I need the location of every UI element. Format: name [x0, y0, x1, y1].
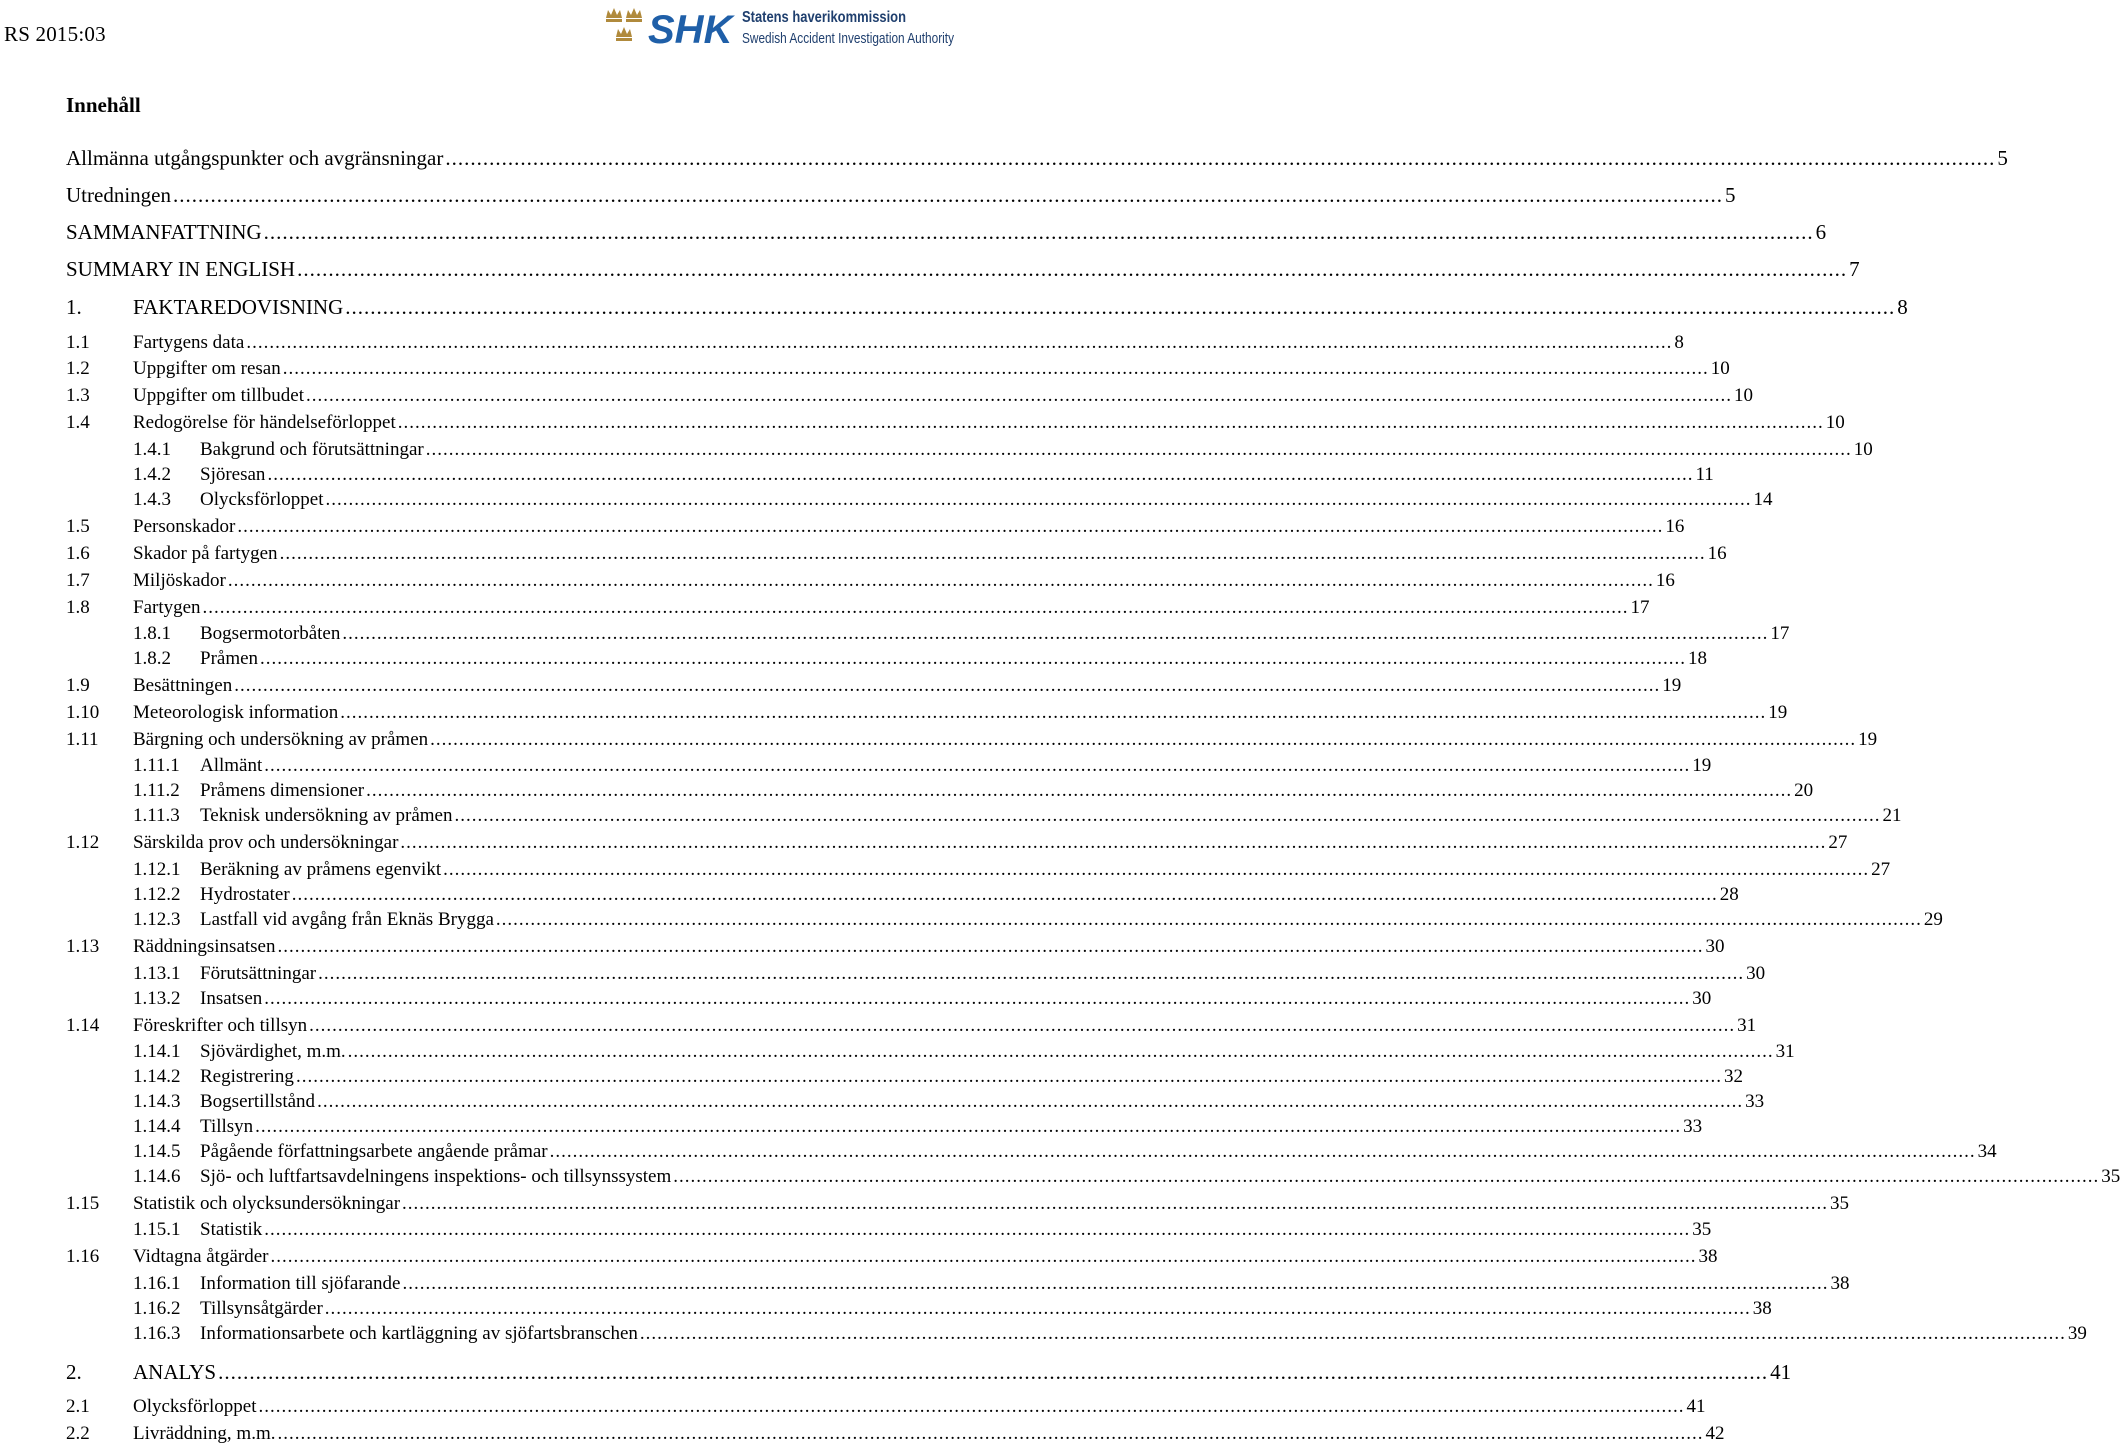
- toc-entry-number: 1.14.6: [133, 1166, 181, 1187]
- toc-entry-title: Bakgrund och förutsättningar: [200, 439, 424, 460]
- toc-entry-page: 29: [1923, 909, 1943, 930]
- toc-entry-number: 1.13: [66, 936, 100, 957]
- toc-entry-title: Redogörelse för händelseförloppet: [133, 412, 396, 433]
- toc-entry-title: Tillsyn: [200, 1116, 254, 1137]
- toc-entry-page: 33: [1683, 1116, 1703, 1137]
- toc-entry-page: 30: [1705, 936, 1725, 957]
- toc-entry-page: 38: [1698, 1246, 1718, 1267]
- toc-entry-title: FAKTAREDOVISNING: [133, 295, 344, 319]
- toc-entry[interactable]: [66, 183, 1736, 208]
- toc-entry-title: Tillsynsåtgärder: [200, 1298, 323, 1319]
- toc-entry[interactable]: [66, 543, 1727, 565]
- toc-dot-leader: [258, 1396, 1684, 1418]
- toc-dot-leader: [342, 623, 1768, 645]
- toc-entry[interactable]: [66, 702, 1788, 724]
- toc-entry-page: 31: [1775, 1041, 1795, 1062]
- logo-line1: Statens haverikommission: [742, 9, 906, 26]
- toc-entry-page: 31: [1737, 1015, 1757, 1036]
- toc-entry-title: Miljöskador: [133, 570, 226, 591]
- toc-entry[interactable]: [133, 464, 1714, 486]
- report-id: RS 2015:03: [4, 22, 106, 46]
- toc-dot-leader: [400, 832, 1826, 854]
- toc-dot-leader: [203, 597, 1629, 619]
- toc-entry[interactable]: [133, 1041, 1795, 1063]
- toc-dot-leader: [340, 702, 1766, 724]
- toc-entry-title: Besättningen: [133, 675, 233, 696]
- toc-entry-page: 10: [1733, 385, 1753, 406]
- toc-entry[interactable]: [133, 648, 1708, 670]
- toc-entry-title: Registrering: [200, 1066, 294, 1087]
- toc-entry-number: 1.6: [66, 543, 90, 564]
- toc-entry-page: 35: [1830, 1193, 1850, 1214]
- toc-dot-leader: [218, 1360, 1768, 1385]
- toc-dot-leader: [260, 648, 1686, 670]
- toc-entry-page: 19: [1768, 702, 1788, 723]
- toc-entry[interactable]: [66, 385, 1753, 407]
- toc-entry-page: 38: [1752, 1298, 1772, 1319]
- toc-entry-number: 1.14.4: [133, 1116, 181, 1137]
- toc-entry[interactable]: [66, 936, 1725, 958]
- toc-dot-leader: [454, 805, 1880, 827]
- toc-dot-leader: [325, 489, 1751, 511]
- toc-entry-page: 6: [1815, 220, 1827, 244]
- toc-dot-leader: [264, 755, 1690, 777]
- toc-dot-leader: [345, 295, 1895, 320]
- three-crowns-icon: [606, 8, 642, 41]
- toc-entry-page: 14: [1753, 489, 1773, 510]
- toc-entry-page: 18: [1688, 648, 1708, 669]
- toc-entry[interactable]: [66, 832, 1848, 854]
- toc-entry[interactable]: [133, 1219, 1712, 1241]
- toc-dot-leader: [267, 464, 1693, 486]
- toc-entry-number: 1.12.3: [133, 909, 181, 930]
- toc-dot-leader: [306, 385, 1732, 407]
- toc-entry-number: 2.2: [66, 1423, 90, 1444]
- toc-entry[interactable]: [133, 884, 1739, 906]
- toc-dot-leader: [280, 543, 1706, 565]
- toc-dot-leader: [246, 332, 1672, 354]
- toc-dot-leader: [237, 516, 1663, 538]
- toc-entry-number: 1.4.3: [133, 489, 171, 510]
- toc-entry-number: 1.7: [66, 570, 90, 591]
- toc-entry[interactable]: [66, 220, 1827, 245]
- toc-entry[interactable]: [66, 295, 1908, 320]
- toc-entry-page: 10: [1710, 358, 1730, 379]
- toc-dot-leader: [292, 884, 1718, 906]
- toc-entry-number: 1.10: [66, 702, 100, 723]
- toc-entry-number: 1.11.3: [133, 805, 180, 826]
- shk-logo: [604, 5, 956, 52]
- toc-entry[interactable]: [66, 570, 1675, 592]
- toc-entry-number: 1.14.1: [133, 1041, 181, 1062]
- toc-entry-number: 1.12: [66, 832, 100, 853]
- toc-dot-leader: [426, 439, 1852, 461]
- toc-dot-leader: [325, 1298, 1751, 1320]
- toc-entry-page: 41: [1770, 1360, 1792, 1384]
- toc-entry-title: Särskilda prov och undersökningar: [133, 832, 399, 853]
- toc-entry-page: 38: [1830, 1273, 1850, 1294]
- toc-entry[interactable]: [66, 1015, 1757, 1037]
- toc-entry-number: 1.14.5: [133, 1141, 181, 1162]
- toc-entry-page: 8: [1897, 295, 1908, 319]
- toc-entry-number: 1.13.1: [133, 963, 181, 984]
- toc-entry[interactable]: [66, 1396, 1706, 1418]
- toc-entry-number: 2.: [66, 1360, 82, 1384]
- toc-entry-number: 1.14.3: [133, 1091, 181, 1112]
- toc-dot-leader: [317, 1091, 1743, 1113]
- toc-entry-title: Lastfall vid avgång från Eknäs Brygga: [200, 909, 494, 930]
- logo-mark: SHK: [648, 8, 733, 52]
- toc-entry-title: Pågående författningsarbete angående pråmar: [200, 1141, 548, 1162]
- toc-dot-leader: [673, 1166, 2099, 1188]
- toc-entry-number: 1.16.2: [133, 1298, 181, 1319]
- toc-dot-leader: [445, 146, 1995, 171]
- toc-dot-leader: [443, 859, 1869, 881]
- toc-entry-page: 34: [1977, 1141, 1997, 1162]
- toc-dot-leader: [430, 729, 1856, 751]
- toc-dot-leader: [309, 1015, 1735, 1037]
- toc-entry-title: Insatsen: [200, 988, 263, 1009]
- toc-entry[interactable]: [133, 909, 1943, 931]
- toc-entry[interactable]: [66, 1423, 1725, 1445]
- toc-entry-page: 28: [1719, 884, 1739, 905]
- toc-entry-number: 1.5: [66, 516, 90, 537]
- toc-entry-number: 1.12.1: [133, 859, 181, 880]
- toc-entry-title: Bärgning och undersökning av pråmen: [133, 729, 429, 750]
- toc-entry[interactable]: [133, 1066, 1743, 1088]
- toc-entry-page: 17: [1630, 597, 1650, 618]
- toc-entry-number: 1.3: [66, 385, 90, 406]
- toc-entry-number: 1.11: [66, 729, 99, 750]
- toc-entry-number: 1.12.2: [133, 884, 181, 905]
- toc-entry[interactable]: [133, 859, 1891, 881]
- toc-entry-title: Teknisk undersökning av pråmen: [200, 805, 453, 826]
- toc-dot-leader: [640, 1323, 2066, 1345]
- toc-entry[interactable]: [66, 257, 1860, 282]
- toc-entry-title: Meteorologisk information: [133, 702, 339, 723]
- toc-entry-number: 1.9: [66, 675, 90, 696]
- toc-entry[interactable]: [133, 1166, 2120, 1188]
- toc-entry[interactable]: [133, 1323, 2087, 1345]
- toc-entry-page: 19: [1858, 729, 1878, 750]
- toc-entry-page: 42: [1705, 1423, 1725, 1444]
- toc-entry-number: 1.11.1: [133, 755, 180, 776]
- toc-dot-leader: [496, 909, 1922, 931]
- toc-entry-page: 11: [1695, 464, 1714, 485]
- toc-entry-title: SUMMARY IN ENGLISH: [66, 257, 296, 281]
- toc-entry-title: Allmänna utgångspunkter och avgränsningar: [66, 146, 444, 170]
- toc-entry[interactable]: [66, 1246, 1718, 1268]
- toc-dot-leader: [398, 412, 1824, 434]
- toc-entry[interactable]: [66, 516, 1685, 538]
- toc-entry-title: Utredningen: [66, 183, 171, 207]
- toc-entry[interactable]: [66, 1360, 1792, 1385]
- toc-entry-page: 27: [1828, 832, 1848, 853]
- toc-entry[interactable]: [66, 1193, 1850, 1215]
- toc-entry-page: 35: [1692, 1219, 1712, 1240]
- toc-entry-title: Statistik och olycksundersökningar: [133, 1193, 401, 1214]
- toc-entry[interactable]: [133, 439, 1873, 461]
- toc-entry-title: Hydrostater: [200, 884, 290, 905]
- toc-entry-page: 33: [1745, 1091, 1765, 1112]
- toc-entry[interactable]: [66, 729, 1878, 751]
- toc-entry[interactable]: [133, 489, 1773, 511]
- toc-entry-page: 5: [1997, 146, 2008, 170]
- toc-entry[interactable]: [133, 755, 1712, 777]
- toc-entry-number: 1.14.2: [133, 1066, 181, 1087]
- toc-entry-number: 1.14: [66, 1015, 100, 1036]
- toc-entry-title: Sjövärdighet, m.m.: [200, 1041, 346, 1062]
- toc-dot-leader: [278, 936, 1704, 958]
- toc-dot-leader: [402, 1193, 1828, 1215]
- toc-entry[interactable]: [133, 805, 1902, 827]
- toc-entry-page: 8: [1674, 332, 1684, 353]
- toc-dot-leader: [277, 1423, 1703, 1445]
- toc-entry-page: 20: [1794, 780, 1814, 801]
- toc-entry-title: Föreskrifter och tillsyn: [133, 1015, 308, 1036]
- logo-line2: Swedish Accident Investigation Authority: [742, 30, 955, 47]
- toc-dot-leader: [234, 675, 1660, 697]
- toc-entry[interactable]: [133, 1091, 1765, 1113]
- toc-entry-title: Uppgifter om resan: [133, 358, 281, 379]
- toc-entry[interactable]: [133, 1273, 1850, 1295]
- toc-entry[interactable]: [133, 1116, 1703, 1138]
- toc-entry-page: 10: [1825, 412, 1845, 433]
- toc-dot-leader: [318, 963, 1744, 985]
- toc-entry-page: 7: [1849, 257, 1860, 281]
- toc-entry-title: Informationsarbete och kartläggning av sjöfartsbranschen: [200, 1323, 638, 1344]
- toc-entry-number: 1.8: [66, 597, 90, 618]
- toc-entry-title: Information till sjöfarande: [200, 1273, 401, 1294]
- toc-entry-page: 41: [1686, 1396, 1706, 1417]
- toc-entry-number: 1.8.2: [133, 648, 171, 669]
- toc-entry-page: 16: [1707, 543, 1727, 564]
- toc-entry-title: Personskador: [133, 516, 236, 537]
- toc-entry-number: 1.15.1: [133, 1219, 181, 1240]
- toc-entry-number: 2.1: [66, 1396, 90, 1417]
- toc-entry-title: Pråmens dimensioner: [200, 780, 365, 801]
- toc-entry-title: SAMMANFATTNING: [66, 220, 262, 244]
- toc-entry-title: Räddningsinsatsen: [133, 936, 276, 957]
- toc-entry[interactable]: [133, 1298, 1772, 1320]
- toc-dot-leader: [228, 570, 1654, 592]
- toc-entry-page: 16: [1655, 570, 1675, 591]
- toc-entry[interactable]: [66, 597, 1650, 619]
- toc-dot-leader: [296, 1066, 1722, 1088]
- toc-entry-page: 39: [2067, 1323, 2087, 1344]
- toc-entry-number: 1.15: [66, 1193, 100, 1214]
- toc-entry-title: Fartygens data: [133, 332, 245, 353]
- toc-entry-title: ANALYS: [133, 1360, 217, 1384]
- toc-dot-leader: [403, 1273, 1829, 1295]
- toc-entry-page: 35: [2101, 1166, 2120, 1187]
- toc-entry-number: 1.4.1: [133, 439, 171, 460]
- toc-entry[interactable]: [133, 963, 1766, 985]
- toc-entry-page: 27: [1871, 859, 1891, 880]
- toc-entry-number: 1.16.1: [133, 1273, 181, 1294]
- toc-entry-number: 1.: [66, 295, 82, 319]
- toc-entry-title: Allmänt: [200, 755, 263, 776]
- toc-entry-number: 1.4.2: [133, 464, 171, 485]
- toc-entry[interactable]: [133, 780, 1814, 802]
- toc-entry-title: Uppgifter om tillbudet: [133, 385, 304, 406]
- toc-dot-leader: [264, 1219, 1690, 1241]
- toc-entry-page: 5: [1724, 183, 1736, 207]
- toc-entry-title: Förutsättningar: [200, 963, 317, 984]
- toc-heading: Innehåll: [66, 93, 141, 117]
- toc-entry-page: 32: [1723, 1066, 1743, 1087]
- toc-dot-leader: [550, 1141, 1976, 1163]
- toc-entry-page: 30: [1692, 988, 1712, 1009]
- toc-entry-title: Fartygen: [133, 597, 201, 618]
- toc-dot-leader: [255, 1116, 1681, 1138]
- toc-entry[interactable]: [66, 412, 1845, 434]
- toc-entry[interactable]: [66, 675, 1682, 697]
- toc-entry-number: 1.1: [66, 332, 90, 353]
- toc-dot-leader: [173, 183, 1723, 208]
- toc-entry[interactable]: [66, 332, 1684, 354]
- toc-entry[interactable]: [133, 623, 1790, 645]
- toc-entry[interactable]: [66, 146, 2008, 171]
- toc-entry-title: Pråmen: [200, 648, 259, 669]
- toc-entry-title: Sjö- och luftfartsavdelningens inspektions- och tillsynssystem: [200, 1166, 672, 1187]
- toc-entry-number: 1.4: [66, 412, 90, 433]
- toc-entry-title: Beräkning av pråmens egenvikt: [200, 859, 442, 880]
- toc-entry-page: 17: [1770, 623, 1790, 644]
- toc-entry[interactable]: [66, 358, 1730, 380]
- toc-entry-page: 10: [1853, 439, 1873, 460]
- toc-dot-leader: [283, 358, 1709, 380]
- toc-entry-title: Bogsertillstånd: [200, 1091, 316, 1112]
- toc-entry-number: 1.16: [66, 1246, 100, 1267]
- toc-entry-page: 19: [1692, 755, 1712, 776]
- toc-dot-leader: [366, 780, 1792, 802]
- toc-entry-number: 1.11.2: [133, 780, 180, 801]
- toc-entry[interactable]: [133, 1141, 1997, 1163]
- toc-entry-title: Olycksförloppet: [133, 1396, 257, 1417]
- toc-entry-number: 1.16.3: [133, 1323, 181, 1344]
- toc-entry-title: Bogsermotorbåten: [200, 623, 341, 644]
- toc-entry-title: Skador på fartygen: [133, 543, 278, 564]
- toc-dot-leader: [297, 257, 1847, 282]
- toc-entry-number: 1.8.1: [133, 623, 171, 644]
- toc-entry[interactable]: [133, 988, 1712, 1010]
- toc-entry-title: Statistik: [200, 1219, 263, 1240]
- toc-dot-leader: [264, 988, 1690, 1010]
- toc-dot-leader: [271, 1246, 1697, 1268]
- toc-entry-page: 30: [1746, 963, 1766, 984]
- toc-entry-page: 19: [1662, 675, 1682, 696]
- toc-dot-leader: [348, 1041, 1774, 1063]
- toc-entry-page: 21: [1882, 805, 1902, 826]
- toc-entry-title: Vidtagna åtgärder: [133, 1246, 269, 1267]
- toc-entry-title: Olycksförloppet: [200, 489, 324, 510]
- toc-entry-number: 1.13.2: [133, 988, 181, 1009]
- toc-entry-title: Livräddning, m.m.: [133, 1423, 276, 1444]
- toc-dot-leader: [264, 220, 1814, 245]
- toc-entry-number: 1.2: [66, 358, 90, 379]
- toc-entry-title: Sjöresan: [200, 464, 266, 485]
- toc-entry-page: 16: [1665, 516, 1685, 537]
